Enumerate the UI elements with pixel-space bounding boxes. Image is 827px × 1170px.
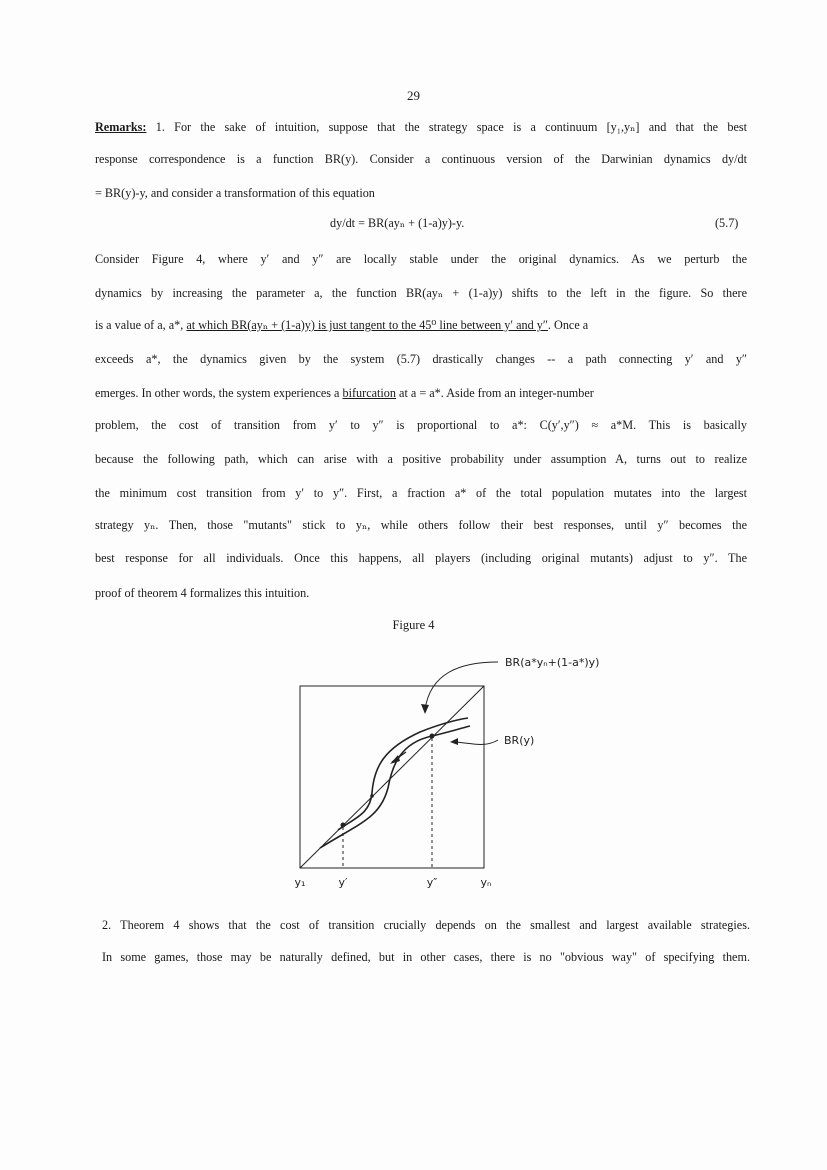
tick-y-double-prime: y″ xyxy=(426,876,438,889)
body-line-7: because the following path, which can arise with a positive probability under assumption A, turns out to realize xyxy=(95,452,747,466)
tangent-phrase: at which BR(ayₙ + (1-a)y) is just tangent to the 45⁰ line between y′ and y″ xyxy=(186,318,548,332)
figure-title: Figure 4 xyxy=(392,618,435,632)
body-line-3-start: is a value of a, a*, xyxy=(95,318,184,332)
body-line-8: the minimum cost transition from y′ to y″. First, a fraction a* of the total population mutates into the largest xyxy=(95,486,747,500)
leader-shifted-arrowhead xyxy=(421,704,429,714)
body-line-5-start: emerges. In other words, the system experiences a xyxy=(95,386,340,400)
remarks-line-1-text: 1. For the sake of intuition, suppose that the strategy space is a continuum [y₁,yₙ] and that the best xyxy=(146,120,747,134)
diagonal-line xyxy=(300,686,484,868)
body-line-3 xyxy=(95,318,747,332)
tangent-point xyxy=(370,794,374,798)
equilibrium-y-prime xyxy=(341,823,346,828)
body-line-4: exceeds a*, the dynamics given by the system (5.7) drastically changes -- a path connecting y′ and y″ xyxy=(95,352,747,366)
body-line-5-end: at a = a*. Aside from an integer-number xyxy=(396,386,594,400)
remarks-line-2: response correspondence is a function BR(y). Consider a continuous version of the Darwinian dynamics dy/dt xyxy=(95,152,747,166)
equation-number: (5.7) xyxy=(715,216,739,230)
remarks-line-1 xyxy=(95,120,747,134)
body-line-1: Consider Figure 4, where y′ and y″ are locally stable under the original dynamics. As we perturb the xyxy=(95,252,747,266)
page-number: 29 xyxy=(407,88,420,103)
equilibrium-y-double-prime xyxy=(430,734,435,739)
label-br: BR(y) xyxy=(504,734,535,747)
figure-4 xyxy=(280,648,640,893)
body-line-5 xyxy=(95,386,747,400)
tick-yn: yₙ xyxy=(480,876,492,889)
body-line-6: problem, the cost of transition from y′ to y″ is proportional to a*: C(y′,y″) ≈ a*M. This is basically xyxy=(95,418,747,432)
body-line-2: dynamics by increasing the parameter a, the function BR(ayₙ + (1-a)y) shifts to the left in the figure. So there xyxy=(95,286,747,300)
remarks-label: Remarks: xyxy=(95,120,147,134)
body-line-9: strategy yₙ. Then, those "mutants" stick to yₙ, while others follow their best responses, until y″ becomes the xyxy=(95,518,747,532)
body-line-11: proof of theorem 4 formalizes this intuition. xyxy=(95,586,310,600)
leader-br-arrowhead xyxy=(450,738,458,745)
shifted-br-curve xyxy=(338,718,468,830)
body-line-10: best response for all individuals. Once this happens, all players (including original mutants) adjust to y″. The xyxy=(95,551,747,565)
equation: dy/dt = BR(ayₙ + (1-a)y)-y. xyxy=(330,216,465,230)
body-line-3-end: . Once a xyxy=(547,318,589,332)
leader-br xyxy=(455,740,498,744)
remark2-line-1: 2. Theorem 4 shows that the cost of transition crucially depends on the smallest and largest available strategies. xyxy=(102,918,750,932)
label-shifted-br: BR(a*yₙ+(1-a*)y) xyxy=(505,656,600,669)
bifurcation-term: bifurcation xyxy=(342,386,396,400)
tick-y-prime: y′ xyxy=(338,876,348,889)
remarks-line-3: = BR(y)-y, and consider a transformation of this equation xyxy=(95,186,375,200)
remark2-line-2: In some games, those may be naturally defined, but in other cases, there is no "obvious way" of specifying them. xyxy=(102,950,750,964)
tick-y1: y₁ xyxy=(294,876,306,889)
